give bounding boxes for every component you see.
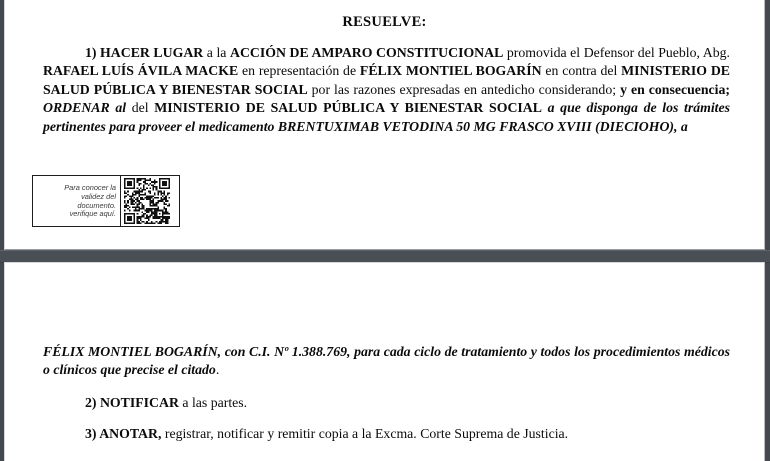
resolution-item-2: 2) NOTIFICAR a las partes.	[85, 395, 248, 410]
document-page-2[interactable]	[4, 262, 765, 461]
resolution-item-1-paragraph: 1) HACER LUGAR a la ACCIÓN DE AMPARO CONSTITUCIONAL promovida el Defensor del Pueblo, Abg. RAFAEL LUÍS ÁVILA MACKE en representación de FÉLIX MONTIEL BOGARÍN en contra del MINISTERIO DE SALUD PÚBLICA Y BIENESTAR SOCIAL por las razones expresadas en antedicho considerando; y en consecuencia; ORDENAR al del MINISTERIO DE SALUD PÚBLICA Y BIENESTAR SOCIAL a que disponga de los trámites pertinentes para proveer el medicamento BRENTUXIMAB VETODINA 50 MG FRASCO XVIII (DIECIOHO), a	[43, 45, 731, 134]
qr-stamp-caption	[33, 176, 121, 226]
qr-code-cell[interactable]	[121, 176, 179, 226]
qr-code-icon[interactable]	[124, 178, 170, 224]
page-title-resuelve: RESUELVE:	[342, 14, 427, 30]
resolution-item-3: 3) ANOTAR, registrar, notificar y remitir copia a la Excma. Corte Suprema de Justicia.	[85, 426, 569, 441]
resolution-item-1-continuation: FÉLIX MONTIEL BOGARÍN, con C.I. Nº 1.388.769, para cada ciclo de tratamiento y todos los procedimientos médicos o clínicos que precise el citado.	[43, 344, 730, 378]
viewer-right-edge	[766, 0, 770, 461]
document-page-1[interactable]	[4, 0, 765, 250]
qr-stamp-caption-text: Para conocer la validez del documento. verifique aquí.	[64, 183, 116, 219]
qr-verification-stamp[interactable]	[32, 175, 180, 227]
